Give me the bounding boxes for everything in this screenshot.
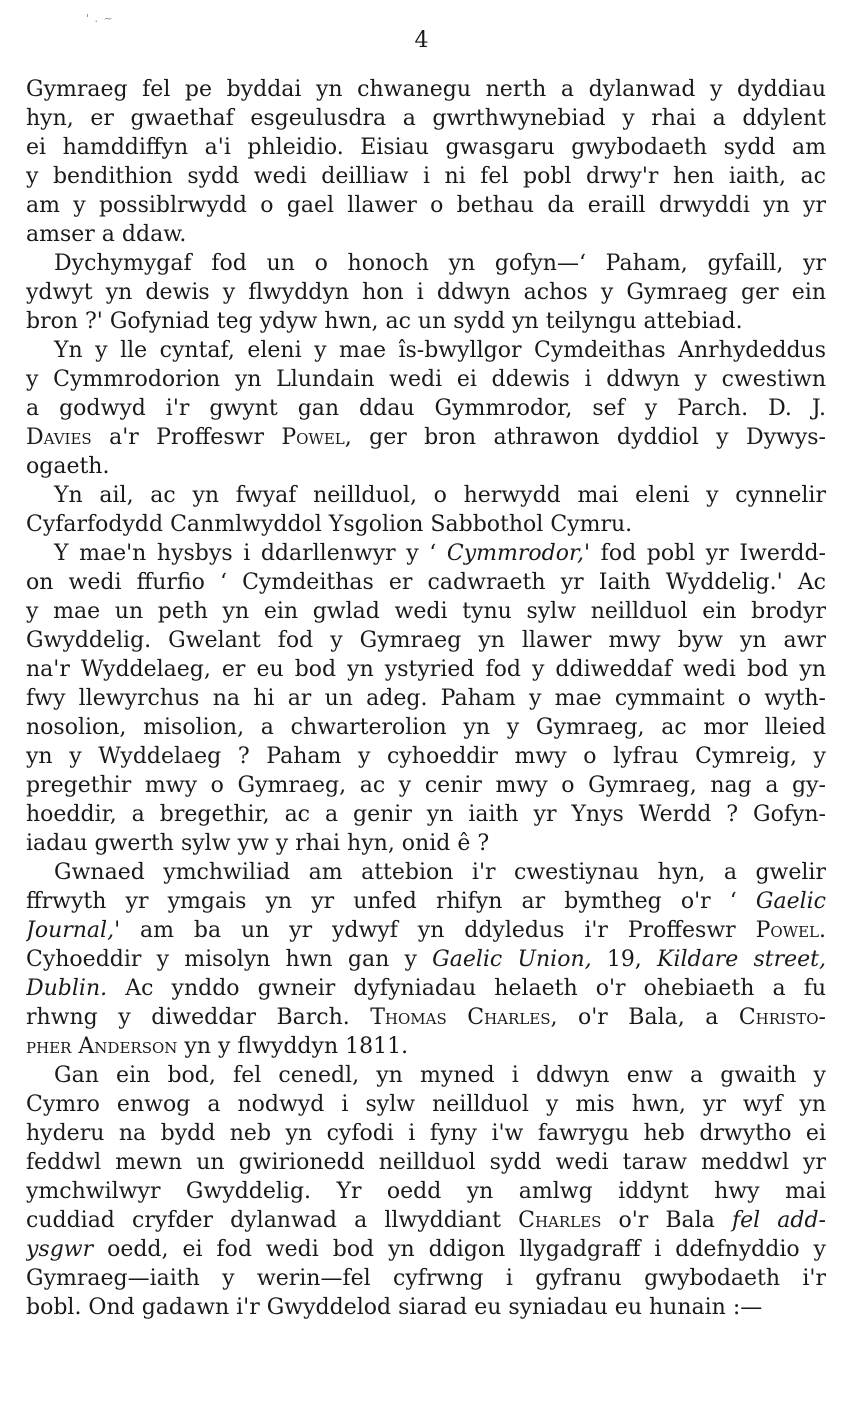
text-line: [26, 423, 826, 452]
text-segment: y bendithion sydd wedi deilliaw i ni fel pobl drwy'r hen iaith, ac: [26, 164, 826, 189]
small-caps-text: Thomas Charles: [370, 1005, 551, 1030]
text-line: [26, 1003, 826, 1032]
text-segment: ogaeth.: [26, 454, 110, 479]
text-segment: yn y flwyddyn 1811.: [177, 1034, 409, 1059]
text-segment: Gwyddelig. Gwelant fod y Gymraeg yn llawer mwy byw yn awr: [26, 628, 826, 653]
text-line: [26, 365, 826, 394]
text-segment: Y mae'n hysbys i ddarllenwyr y ‘: [54, 541, 447, 566]
text-line: [26, 1090, 826, 1119]
text-line: [26, 684, 826, 713]
italic-text: fel add-: [731, 1208, 826, 1233]
text-line: [26, 278, 826, 307]
text-segment: a godwyd i'r gwynt gan ddau Gymmrodor, sef y Parch. D. J.: [26, 396, 826, 421]
text-line: [26, 858, 826, 887]
text-line: [26, 1032, 826, 1061]
text-line: [26, 1206, 826, 1235]
text-segment: cuddiad cryfder dylanwad a llwyddiant: [26, 1208, 519, 1233]
body-text: [26, 75, 826, 1322]
text-segment: bron ?' Gofyniad teg ydyw hwn, ac un sydd yn teilyngu attebiad.: [26, 309, 743, 334]
text-segment: Cyfarfodydd Canmlwyddol Ysgolion Sabbothol Cymru.: [26, 512, 633, 537]
text-segment: Gymraeg—iaith y werin—fel cyfrwng i gyfranu gwybodaeth i'r: [26, 1266, 826, 1291]
text-segment: ffrwyth yr ymgais yn yr unfed rhifyn ar bymtheg o'r ‘: [26, 889, 756, 914]
text-segment: oedd, ei fod wedi bod yn ddigon llygadgraff i ddefnyddio y: [93, 1237, 826, 1262]
text-segment: nosolion, misolion, a chwarterolion yn y Gymraeg, ac mor lleied: [26, 715, 826, 740]
text-segment: Ac ynddo gwneir dyfyniadau helaeth o'r ohebiaeth a fu: [107, 976, 826, 1001]
text-line: [26, 133, 826, 162]
text-segment: ' am ba un yr ydwyf yn ddyledus i'r Proffeswr: [114, 918, 756, 943]
text-segment: o'r Bala: [601, 1208, 732, 1233]
text-line: [26, 597, 826, 626]
text-segment: Gymraeg fel pe byddai yn chwanegu nerth a dylanwad y dyddiau: [26, 77, 826, 102]
text-segment: pregethir mwy o Gymraeg, ac y cenir mwy o Gymraeg, nag a gy-: [26, 773, 826, 798]
text-line: [26, 191, 826, 220]
paragraph: [26, 249, 826, 336]
text-segment: iadau gwerth sylw yw y rhai hyn, onid ê ?: [26, 831, 490, 856]
text-line: [26, 336, 826, 365]
text-line: [26, 800, 826, 829]
text-line: [26, 626, 826, 655]
text-segment: amser a ddaw.: [26, 222, 187, 247]
text-segment: 19,: [591, 947, 658, 972]
text-segment: , o'r Bala, a: [550, 1005, 739, 1030]
small-caps-text: Charles: [518, 1208, 602, 1233]
text-segment: feddwl mewn un gwirionedd neillduol sydd wedi taraw meddwl yr: [26, 1150, 826, 1175]
text-segment: Gan ein bod, fel cenedl, yn myned i ddwyn enw a gwaith y: [54, 1063, 826, 1088]
text-line: [26, 713, 826, 742]
text-line: [26, 162, 826, 191]
text-segment: , ger bron athrawon dyddiol y Dywys-: [344, 425, 826, 450]
paragraph: [26, 858, 826, 1061]
paragraph: [26, 539, 826, 858]
text-segment: bobl. Ond gadawn i'r Gwyddelod siarad eu syniadau eu hunain :—: [26, 1295, 763, 1320]
text-line: [26, 249, 826, 278]
italic-text: Gaelic Union,: [432, 947, 592, 972]
small-caps-text: Davies: [26, 425, 92, 450]
text-segment: ydwyt yn dewis y flwyddyn hon i ddwyn achos y Gymraeg ger ein: [26, 280, 826, 305]
text-line: [26, 539, 826, 568]
paragraph: [26, 1061, 826, 1322]
text-segment: on wedi ffurfio ‘ Cymdeithas er cadwraeth yr Iaith Wyddelig.' Ac: [26, 570, 826, 595]
italic-text: Gaelic: [755, 889, 826, 914]
text-line: [26, 655, 826, 684]
text-line: [26, 771, 826, 800]
text-line: [26, 1061, 826, 1090]
text-line: [26, 452, 826, 481]
text-line: [26, 974, 826, 1003]
text-segment: ' fod pobl yr Iwerdd-: [584, 541, 826, 566]
text-segment: hyderu na bydd neb yn cyfodi i fyny i'w fawrygu heb drwytho ei: [26, 1121, 826, 1146]
text-line: [26, 1293, 826, 1322]
text-segment: hyn, er gwaethaf esgeulusdra a gwrthwynebiad y rhai a ddylent: [26, 106, 826, 131]
paragraph: [26, 481, 826, 539]
small-caps-text: Powel: [755, 918, 819, 943]
text-line: [26, 75, 826, 104]
text-line: [26, 887, 826, 916]
text-line: [26, 1264, 826, 1293]
text-line: [26, 307, 826, 336]
text-line: [26, 481, 826, 510]
text-line: [26, 916, 826, 945]
text-segment: Cyhoeddir y misolyn hwn gan y: [26, 947, 433, 972]
text-segment: ei hamddiffyn a'i phleidio. Eisiau gwasgaru gwybodaeth sydd am: [26, 135, 826, 160]
text-segment: Gwnaed ymchwiliad am attebion i'r cwestiynau hyn, a gwelir: [54, 860, 826, 885]
text-segment: hoeddir, a bregethir, ac a genir yn iaith yr Ynys Werdd ? Gofyn-: [26, 802, 826, 827]
text-line: [26, 394, 826, 423]
ink-mark: ' . ~: [86, 12, 114, 25]
text-segment: a'r Proffeswr: [91, 425, 282, 450]
text-line: [26, 510, 826, 539]
text-segment: fwy llewyrchus na hi ar un adeg. Paham y mae cymmaint o wyth-: [26, 686, 826, 711]
small-caps-text: Powel: [281, 425, 345, 450]
text-line: [26, 945, 826, 974]
text-segment: y Cymmrodorion yn Llundain wedi ei ddewis i ddwyn y cwestiwn: [26, 367, 826, 392]
text-line: [26, 1148, 826, 1177]
text-segment: yn y Wyddelaeg ? Paham y cyhoeddir mwy o lyfrau Cymreig, y: [26, 744, 826, 769]
italic-text: Kildare street,: [657, 947, 826, 972]
text-segment: am y possiblrwydd o gael llawer o bethau da eraill drwyddi yn yr: [26, 193, 826, 218]
italic-text: Journal,: [26, 918, 115, 943]
text-line: [26, 1119, 826, 1148]
text-line: [26, 568, 826, 597]
paragraph: [26, 75, 826, 249]
italic-text: ysgwr: [26, 1237, 94, 1262]
italic-text: Cymmrodor,: [446, 541, 585, 566]
text-segment: rhwng y diweddar Barch.: [26, 1005, 371, 1030]
text-segment: .: [819, 918, 826, 943]
italic-text: Dublin.: [26, 976, 108, 1001]
text-segment: Yn ail, ac yn fwyaf neillduol, o herwydd mai eleni y cynnelir: [54, 483, 826, 508]
text-line: [26, 1177, 826, 1206]
text-segment: Dychymygaf fod un o honoch yn gofyn—‘ Paham, gyfaill, yr: [54, 251, 826, 276]
paragraph: [26, 336, 826, 481]
text-line: [26, 1235, 826, 1264]
small-caps-text: pher Anderson: [26, 1034, 178, 1059]
text-line: [26, 104, 826, 133]
page-number: 4: [414, 28, 429, 53]
text-segment: na'r Wyddelaeg, er eu bod yn ystyried fod y ddiweddaf wedi bod yn: [26, 657, 826, 682]
text-line: [26, 220, 826, 249]
text-segment: ymchwilwyr Gwyddelig. Yr oedd yn amlwg iddynt hwy mai: [26, 1179, 826, 1204]
text-line: [26, 742, 826, 771]
small-caps-text: Christo-: [738, 1005, 826, 1030]
text-line: [26, 829, 826, 858]
text-segment: Cymro enwog a nodwyd i sylw neillduol y mis hwn, yr wyf yn: [26, 1092, 826, 1117]
text-segment: y mae un peth yn ein gwlad wedi tynu sylw neillduol ein brodyr: [26, 599, 826, 624]
text-segment: Yn y lle cyntaf, eleni y mae îs-bwyllgor Cymdeithas Anrhydeddus: [54, 338, 826, 363]
